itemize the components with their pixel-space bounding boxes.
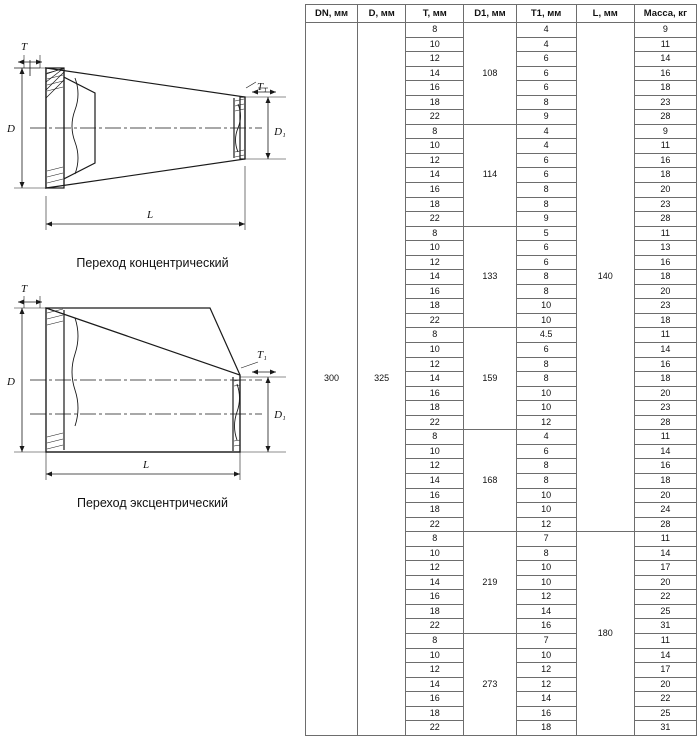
cell-mass: 14 bbox=[634, 343, 696, 358]
cell-t1: 4 bbox=[516, 139, 576, 154]
cell-t: 18 bbox=[406, 503, 464, 518]
label-T1-eccentric: T₁ bbox=[257, 349, 267, 361]
label-D-concentric: D bbox=[7, 123, 15, 135]
cell-t1: 12 bbox=[516, 590, 576, 605]
cell-t: 22 bbox=[406, 313, 464, 328]
cell-t: 8 bbox=[406, 23, 464, 38]
cell-t: 12 bbox=[406, 663, 464, 678]
cell-t1: 8 bbox=[516, 183, 576, 198]
cell-t: 16 bbox=[406, 692, 464, 707]
cell-t1: 18 bbox=[516, 721, 576, 736]
cell-t1: 9 bbox=[516, 110, 576, 125]
label-T-concentric: T bbox=[20, 41, 28, 53]
table-header-row bbox=[306, 5, 697, 23]
cell-t: 14 bbox=[406, 575, 464, 590]
cell-mass: 31 bbox=[634, 721, 696, 736]
cell-mass: 16 bbox=[634, 459, 696, 474]
cell-mass: 17 bbox=[634, 663, 696, 678]
cell-t1: 7 bbox=[516, 532, 576, 547]
cell-t: 10 bbox=[406, 37, 464, 52]
cell-t1: 10 bbox=[516, 575, 576, 590]
cell-d1: 159 bbox=[464, 328, 516, 430]
cell-t: 14 bbox=[406, 677, 464, 692]
cell-t: 10 bbox=[406, 546, 464, 561]
cell-t1: 10 bbox=[516, 561, 576, 576]
cell-mass: 18 bbox=[634, 81, 696, 96]
label-D1-eccentric: D₁ bbox=[274, 409, 286, 421]
cell-mass: 14 bbox=[634, 444, 696, 459]
cell-t1: 7 bbox=[516, 633, 576, 648]
cell-mass: 9 bbox=[634, 124, 696, 139]
cell-t: 8 bbox=[406, 226, 464, 241]
cell-t1: 6 bbox=[516, 444, 576, 459]
cell-t1: 10 bbox=[516, 503, 576, 518]
cell-mass: 11 bbox=[634, 37, 696, 52]
cell-mass: 22 bbox=[634, 590, 696, 605]
cell-mass: 23 bbox=[634, 401, 696, 416]
cell-t1: 6 bbox=[516, 153, 576, 168]
cell-d1: 168 bbox=[464, 430, 516, 532]
label-L-eccentric: L bbox=[142, 459, 150, 471]
label-D-eccentric: D bbox=[7, 376, 15, 388]
cell-t1: 8 bbox=[516, 197, 576, 212]
cell-mass: 25 bbox=[634, 706, 696, 721]
cell-t1: 12 bbox=[516, 415, 576, 430]
cell-t1: 6 bbox=[516, 66, 576, 81]
cell-mass: 11 bbox=[634, 139, 696, 154]
cell-t1: 14 bbox=[516, 604, 576, 619]
cell-mass: 22 bbox=[634, 692, 696, 707]
cell-t1: 6 bbox=[516, 241, 576, 256]
cell-t1: 16 bbox=[516, 619, 576, 634]
cell-mass: 16 bbox=[634, 255, 696, 270]
cell-t: 14 bbox=[406, 168, 464, 183]
cell-t: 8 bbox=[406, 532, 464, 547]
cell-l: 140 bbox=[576, 23, 634, 532]
cell-t: 8 bbox=[406, 124, 464, 139]
cell-mass: 11 bbox=[634, 226, 696, 241]
cell-t: 10 bbox=[406, 444, 464, 459]
cell-mass: 20 bbox=[634, 386, 696, 401]
cell-t: 18 bbox=[406, 401, 464, 416]
cell-t: 14 bbox=[406, 66, 464, 81]
cell-mass: 23 bbox=[634, 95, 696, 110]
cell-mass: 23 bbox=[634, 299, 696, 314]
cell-mass: 16 bbox=[634, 153, 696, 168]
cell-t: 12 bbox=[406, 52, 464, 67]
cell-mass: 31 bbox=[634, 619, 696, 634]
cell-mass: 16 bbox=[634, 66, 696, 81]
cell-t1: 6 bbox=[516, 343, 576, 358]
cell-t: 10 bbox=[406, 139, 464, 154]
cell-t: 10 bbox=[406, 648, 464, 663]
cell-d1: 114 bbox=[464, 124, 516, 226]
cell-t1: 8 bbox=[516, 372, 576, 387]
cell-d1: 133 bbox=[464, 226, 516, 328]
cell-t: 8 bbox=[406, 633, 464, 648]
cell-mass: 14 bbox=[634, 546, 696, 561]
cell-t1: 10 bbox=[516, 488, 576, 503]
cell-mass: 11 bbox=[634, 328, 696, 343]
cell-t1: 6 bbox=[516, 81, 576, 96]
spec-table-wrap bbox=[305, 4, 697, 736]
cell-t: 22 bbox=[406, 721, 464, 736]
cell-t: 22 bbox=[406, 110, 464, 125]
cell-d1: 273 bbox=[464, 633, 516, 735]
cell-t: 10 bbox=[406, 241, 464, 256]
cell-t: 14 bbox=[406, 473, 464, 488]
cell-mass: 25 bbox=[634, 604, 696, 619]
cell-t1: 6 bbox=[516, 255, 576, 270]
cell-t: 16 bbox=[406, 284, 464, 299]
cell-t: 16 bbox=[406, 81, 464, 96]
cell-mass: 20 bbox=[634, 677, 696, 692]
cell-t: 18 bbox=[406, 706, 464, 721]
cell-mass: 16 bbox=[634, 357, 696, 372]
cell-t: 8 bbox=[406, 430, 464, 445]
drawings-panel bbox=[0, 0, 305, 588]
cell-mass: 18 bbox=[634, 372, 696, 387]
label-T-eccentric: T bbox=[20, 283, 28, 295]
cell-t: 8 bbox=[406, 328, 464, 343]
label-T1-concentric: T₁ bbox=[257, 81, 267, 93]
cell-t1: 10 bbox=[516, 401, 576, 416]
cell-d1: 108 bbox=[464, 23, 516, 125]
cell-t1: 8 bbox=[516, 546, 576, 561]
cell-mass: 18 bbox=[634, 313, 696, 328]
cell-t: 16 bbox=[406, 488, 464, 503]
cell-t1: 9 bbox=[516, 212, 576, 227]
cell-t1: 8 bbox=[516, 357, 576, 372]
cell-t: 16 bbox=[406, 183, 464, 198]
cell-t: 12 bbox=[406, 561, 464, 576]
cell-t: 18 bbox=[406, 95, 464, 110]
cell-mass: 20 bbox=[634, 575, 696, 590]
cell-t1: 10 bbox=[516, 386, 576, 401]
cell-t: 16 bbox=[406, 386, 464, 401]
header-t: T, мм bbox=[406, 5, 464, 23]
cell-t1: 6 bbox=[516, 52, 576, 67]
header-d: D, мм bbox=[358, 5, 406, 23]
cell-t1: 8 bbox=[516, 270, 576, 285]
cell-mass: 17 bbox=[634, 561, 696, 576]
cell-t1: 16 bbox=[516, 706, 576, 721]
cell-mass: 13 bbox=[634, 241, 696, 256]
header-mass: Масса, кг bbox=[634, 5, 696, 23]
cell-mass: 11 bbox=[634, 633, 696, 648]
cell-mass: 28 bbox=[634, 110, 696, 125]
cell-dn: 300 bbox=[306, 23, 358, 736]
cell-t1: 8 bbox=[516, 95, 576, 110]
cell-t: 14 bbox=[406, 372, 464, 387]
cell-t: 22 bbox=[406, 212, 464, 227]
cell-mass: 20 bbox=[634, 284, 696, 299]
header-d1: D1, мм bbox=[464, 5, 516, 23]
cell-mass: 9 bbox=[634, 23, 696, 38]
cell-t: 18 bbox=[406, 299, 464, 314]
label-L-concentric: L bbox=[146, 209, 154, 221]
header-l: L, мм bbox=[576, 5, 634, 23]
cell-mass: 20 bbox=[634, 183, 696, 198]
cell-t: 14 bbox=[406, 270, 464, 285]
spec-table bbox=[305, 4, 697, 736]
cell-t1: 6 bbox=[516, 168, 576, 183]
cell-t1: 4 bbox=[516, 430, 576, 445]
cell-mass: 24 bbox=[634, 503, 696, 518]
cell-mass: 20 bbox=[634, 488, 696, 503]
cell-t1: 4 bbox=[516, 37, 576, 52]
cell-t: 12 bbox=[406, 153, 464, 168]
cell-mass: 11 bbox=[634, 430, 696, 445]
cell-t: 10 bbox=[406, 343, 464, 358]
cell-t: 22 bbox=[406, 517, 464, 532]
header-dn: DN, мм bbox=[306, 5, 358, 23]
cell-t1: 8 bbox=[516, 284, 576, 299]
cell-t1: 8 bbox=[516, 473, 576, 488]
cell-d1: 219 bbox=[464, 532, 516, 634]
cell-d: 325 bbox=[358, 23, 406, 736]
cell-mass: 14 bbox=[634, 52, 696, 67]
cell-t1: 4.5 bbox=[516, 328, 576, 343]
cell-mass: 18 bbox=[634, 473, 696, 488]
figure-caption-concentric: Переход концентрический bbox=[76, 256, 229, 270]
table-row bbox=[306, 23, 697, 38]
cell-mass: 11 bbox=[634, 532, 696, 547]
cell-t: 22 bbox=[406, 619, 464, 634]
cell-t: 18 bbox=[406, 604, 464, 619]
cell-mass: 28 bbox=[634, 212, 696, 227]
figure-caption-eccentric: Переход эксцентрический bbox=[76, 496, 229, 510]
table-body bbox=[306, 23, 697, 736]
cell-t1: 12 bbox=[516, 677, 576, 692]
cell-t1: 14 bbox=[516, 692, 576, 707]
cell-t1: 10 bbox=[516, 313, 576, 328]
cell-t: 22 bbox=[406, 415, 464, 430]
cell-l: 180 bbox=[576, 532, 634, 736]
cell-t1: 10 bbox=[516, 648, 576, 663]
label-D1-concentric: D₁ bbox=[274, 126, 286, 138]
cell-t1: 12 bbox=[516, 517, 576, 532]
cell-mass: 18 bbox=[634, 168, 696, 183]
cell-t: 16 bbox=[406, 590, 464, 605]
cell-mass: 23 bbox=[634, 197, 696, 212]
cell-mass: 28 bbox=[634, 415, 696, 430]
cell-t: 12 bbox=[406, 357, 464, 372]
cell-mass: 18 bbox=[634, 270, 696, 285]
cell-mass: 28 bbox=[634, 517, 696, 532]
header-t1: T1, мм bbox=[516, 5, 576, 23]
cell-t1: 10 bbox=[516, 299, 576, 314]
cell-t: 12 bbox=[406, 459, 464, 474]
cell-t: 18 bbox=[406, 197, 464, 212]
cell-t: 12 bbox=[406, 255, 464, 270]
cell-t1: 4 bbox=[516, 23, 576, 38]
cell-t1: 8 bbox=[516, 459, 576, 474]
cell-t1: 4 bbox=[516, 124, 576, 139]
cell-t1: 5 bbox=[516, 226, 576, 241]
cell-mass: 14 bbox=[634, 648, 696, 663]
cell-t1: 12 bbox=[516, 663, 576, 678]
